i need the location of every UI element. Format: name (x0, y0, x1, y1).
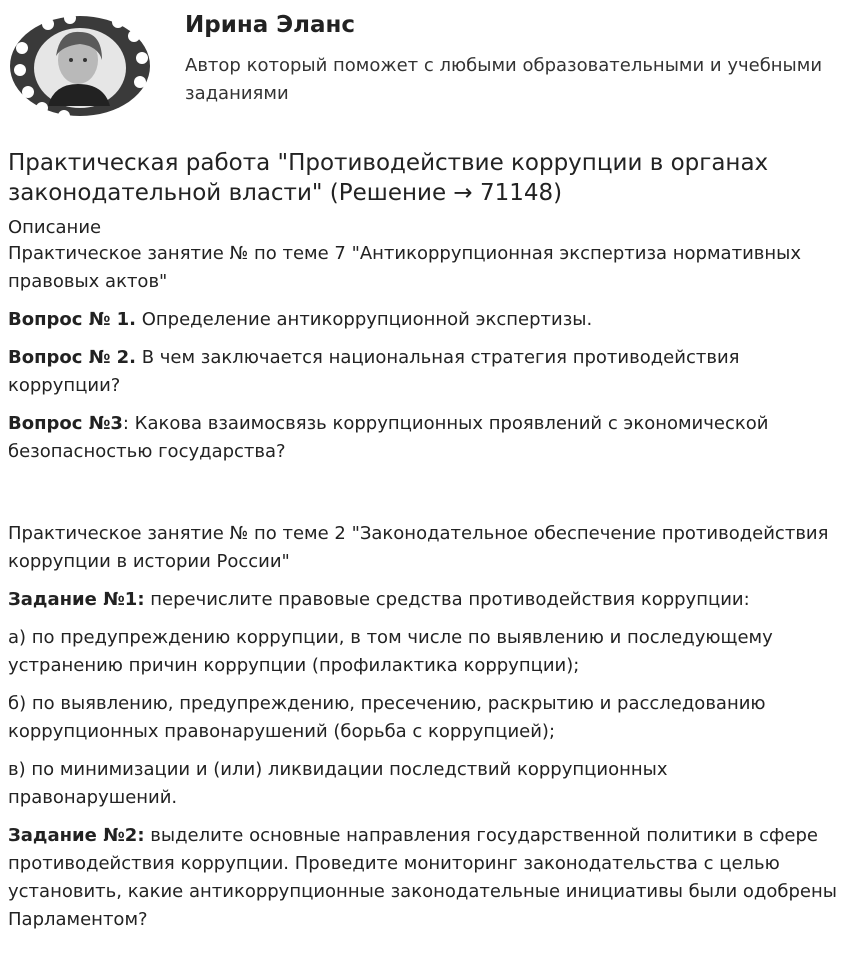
question-2-label: Вопрос № 2. (8, 347, 136, 368)
question-1 (8, 306, 838, 334)
task-1-item-a: а) по предупреждению коррупции, в том числе по выявлению и последующему устранению причин коррупции (профилактика коррупции); (8, 627, 773, 676)
question-2-text: В чем заключается национальная стратегия противодействия коррупции? (8, 347, 740, 396)
section1-intro: Практическое занятие № по теме 7 "Антикоррупционная экспертиза нормативных правовых актов" (8, 243, 802, 292)
section-spacer (8, 476, 838, 520)
task-2-text: выделите основные направления государственной политики в сфере противодействия коррупции. Проведите мониторинг законодательства с целью установить, какие антикоррупционные законодательные инициативы были одобрены Парламентом? (8, 825, 837, 930)
task-1-item-b: б) по выявлению, предупреждению, пресечению, раскрытию и расследованию коррупционных правонарушений (борьба с коррупцией); (8, 693, 766, 742)
question-3-text: : Какова взаимосвязь коррупционных проявлений с экономической безопасностью государства? (8, 413, 769, 462)
task-1 (8, 586, 838, 614)
section2-intro: Практическое занятие № по теме 2 "Законодательное обеспечение противодействия коррупции в истории России" (8, 523, 829, 572)
page-title: Практическая работа "Противодействие коррупции в органах законодательной власти" (Решение → 71148) (8, 150, 769, 206)
task-1-item-c: в) по минимизации и (или) ликвидации последствий коррупционных правонарушений. (8, 759, 668, 808)
question-2 (8, 344, 838, 400)
task-2-label: Задание №2: (8, 825, 145, 846)
question-3-label: Вопрос №3 (8, 413, 123, 434)
author-description: Автор который поможет с любыми образовательными и учебными заданиями (185, 55, 823, 104)
task-2 (8, 822, 838, 934)
question-1-text: Определение антикоррупционной экспертизы. (136, 309, 593, 330)
task-1-text: перечислите правовые средства противодействия коррупции: (144, 589, 750, 610)
author-header (0, 0, 847, 140)
question-1-label: Вопрос № 1. (8, 309, 136, 330)
question-3 (8, 410, 838, 466)
description-label: Описание (8, 217, 102, 238)
author-name[interactable]: Ирина Эланс (185, 12, 356, 38)
work-content (8, 148, 838, 944)
author-avatar (8, 8, 153, 126)
task-1-label: Задание №1: (8, 589, 145, 610)
